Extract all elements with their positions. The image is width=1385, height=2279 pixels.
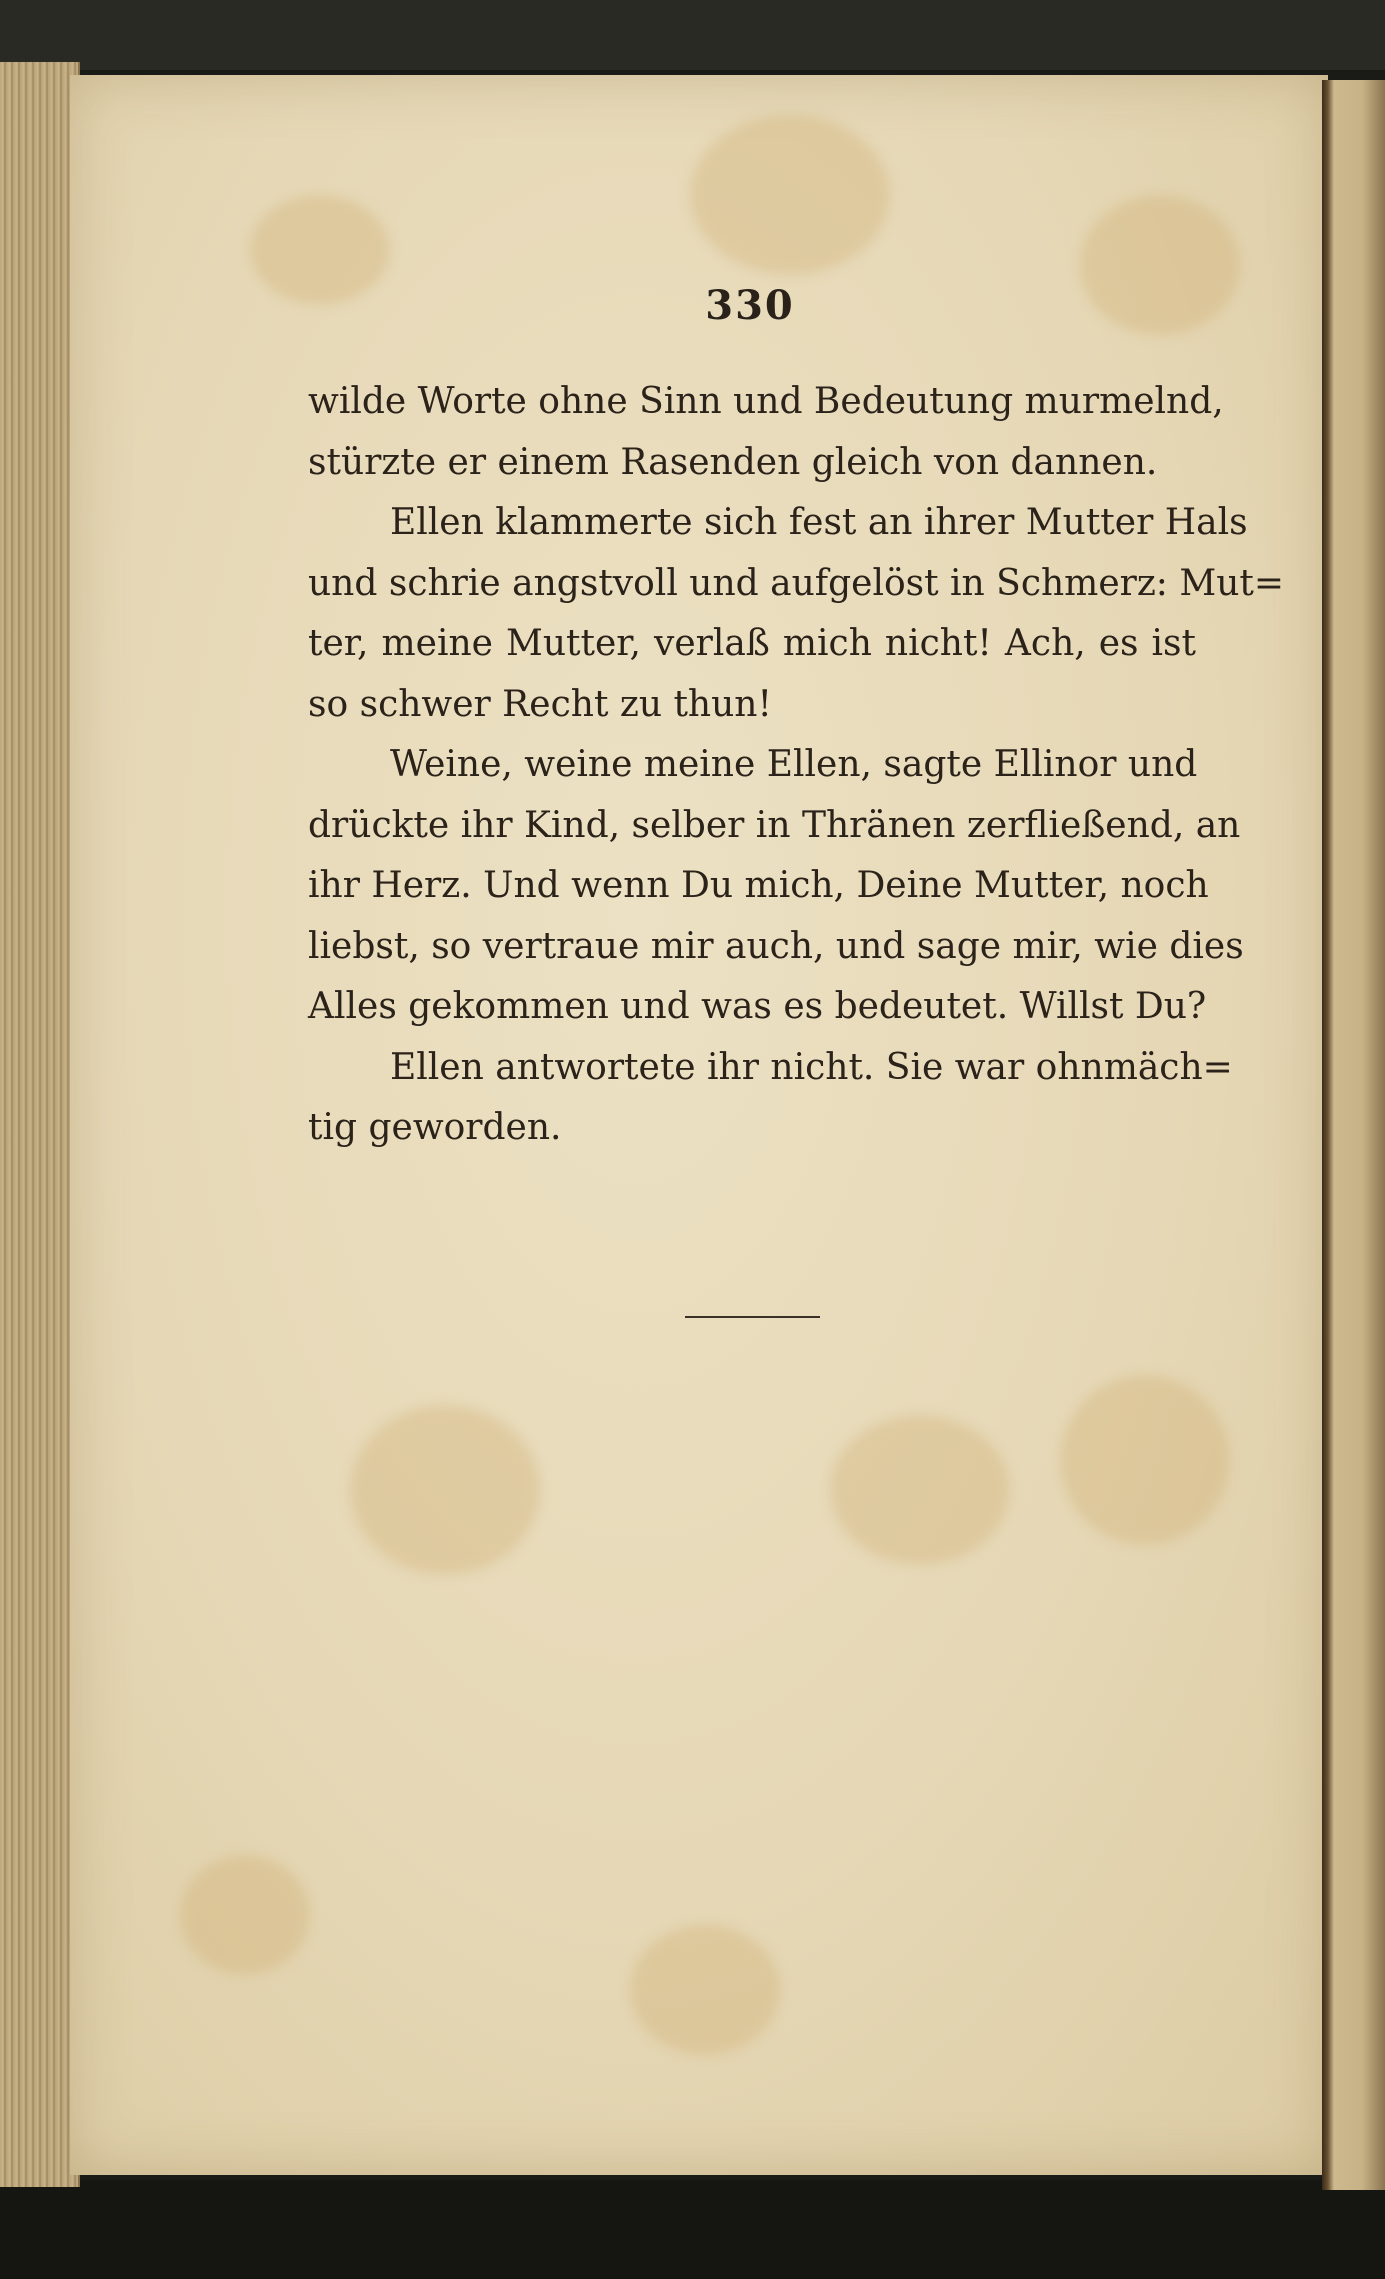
text-line: Alles gekommen und was es bedeutet. Willst Du?	[308, 986, 1207, 1027]
page-number: 330	[705, 282, 795, 329]
foxing-stain	[1080, 195, 1240, 335]
foxing-stain	[630, 1925, 780, 2055]
text-line: Weine, weine meine Ellen, sagte Ellinor und	[390, 744, 1198, 785]
text-line: stürzte er einem Rasenden gleich von dannen.	[308, 441, 1158, 483]
text-line: Ellen antwortete ihr nicht. Sie war ohnmäch=	[390, 1046, 1233, 1088]
text-line: wilde Worte ohne Sinn und Bedeutung murmelnd,	[308, 381, 1224, 422]
body-text	[308, 372, 1285, 1159]
foxing-stain	[250, 195, 390, 305]
text-line: tig geworden.	[308, 1107, 562, 1148]
foxing-stain	[350, 1405, 540, 1575]
text-line: und schrie angstvoll und aufgelöst in Schmerz: Mut=	[308, 562, 1285, 604]
text-line: liebst, so vertraue mir auch, und sage mir, wie dies	[308, 925, 1244, 967]
text-line: ihr Herz. Und wenn Du mich, Deine Mutter, noch	[308, 865, 1209, 906]
scan-background-top	[0, 0, 1385, 70]
book-spine-edge	[1322, 80, 1385, 2190]
book-page-edges	[0, 62, 80, 2187]
text-line: Ellen klammerte sich fest an ihrer Mutter Hals	[390, 502, 1248, 543]
foxing-stain	[180, 1855, 310, 1975]
text-line: drückte ihr Kind, selber in Thränen zerfließend, an	[308, 804, 1241, 846]
scan-background-bottom	[0, 2180, 1385, 2279]
text-line: ter, meine Mutter, verlaß mich nicht! Ach, es ist	[308, 623, 1196, 664]
closing-rule	[685, 1316, 820, 1318]
foxing-stain	[1060, 1375, 1230, 1545]
foxing-stain	[690, 115, 890, 275]
foxing-stain	[830, 1415, 1010, 1565]
text-line: so schwer Recht zu thun!	[308, 683, 772, 725]
